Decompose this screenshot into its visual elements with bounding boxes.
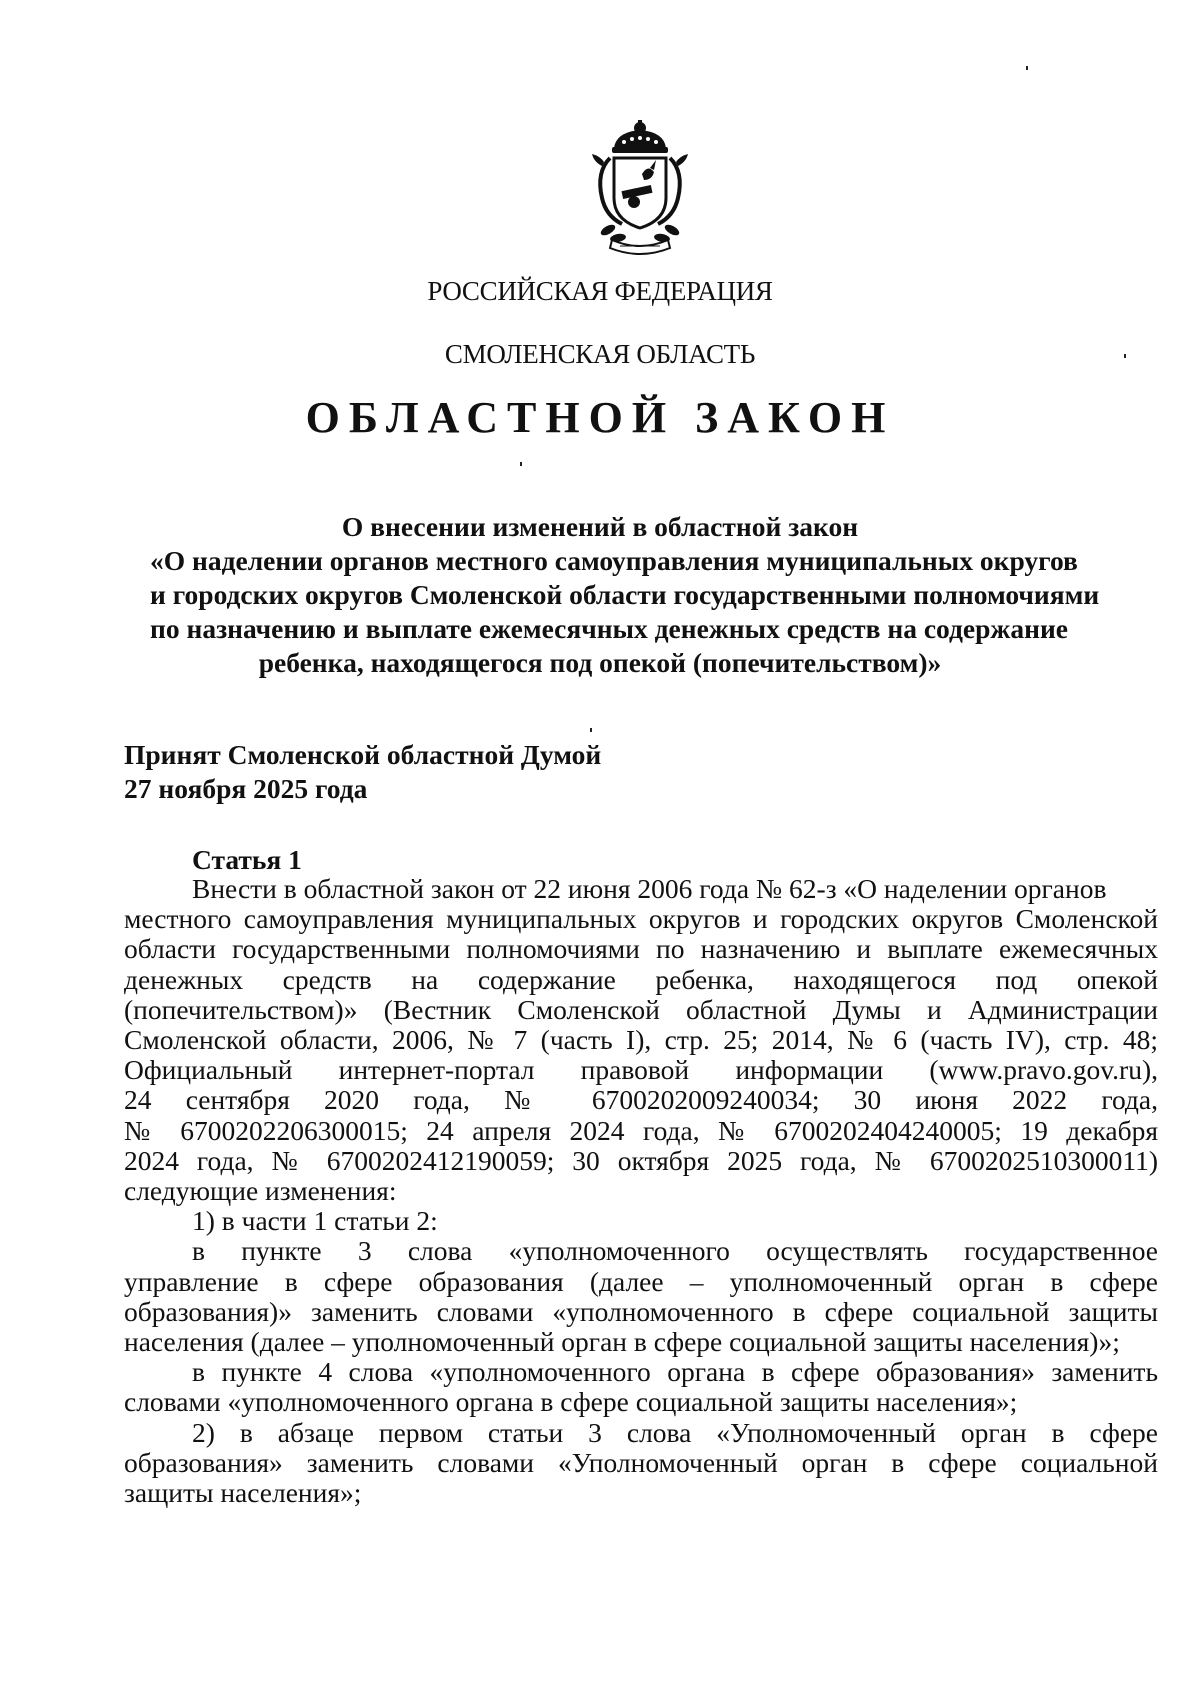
article-line: 1) в части 1 статьи 2: — [192, 1205, 438, 1237]
article-line: Официальный интернет-портал правовой информации (www.pravo.gov.ru), — [124, 1054, 1158, 1086]
country-name: РОССИЙСКАЯ ФЕДЕРАЦИЯ — [427, 276, 773, 306]
subject-line: «О наделении органов местного самоуправления муниципальных округов — [150, 545, 1078, 576]
adopted-date: 27 ноября 2025 года — [124, 773, 368, 804]
adoption-info — [124, 738, 601, 806]
article-line: Смоленской области, 2006, № 7 (часть I), стр. 25; 2014, № 6 (часть IV), стр. 48; — [124, 1024, 1158, 1056]
article-line: образования)» заменить словами «уполномоченного в сфере социальной защиты — [124, 1295, 1158, 1327]
smolensk-coat-of-arms-icon — [580, 118, 700, 258]
subject-line: и городских округов Смоленской области государственными полномочиями — [150, 579, 1100, 610]
scan-speck — [1124, 354, 1126, 358]
article-line: защиты населения»; — [124, 1477, 362, 1509]
article-line: образования» заменить словами «Уполномоченный орган в сфере социальной — [124, 1446, 1158, 1478]
subject-line: по назначению и выплате ежемесячных денежных средств на содержание — [150, 613, 1069, 644]
article-line: № 6700202206300015; 24 апреля 2024 года, № 6700202404240005; 19 декабря — [124, 1114, 1158, 1146]
article-line: словами «уполномоченного органа в сфере социальной защиты населения»; — [124, 1386, 1018, 1418]
article-line: области государственными полномочиями по назначению и выплате ежемесячных — [124, 933, 1158, 965]
article-line: местного самоуправления муниципальных округов и городских округов Смоленской — [124, 903, 1158, 935]
subject-line: ребенка, находящегося под опекой (попечительством)» — [258, 647, 942, 678]
scan-speck — [590, 728, 592, 732]
article-line: (попечительством)» (Вестник Смоленской областной Думы и Администрации — [124, 993, 1158, 1025]
article-line: 2) в абзаце первом статьи 3 слова «Уполномоченный орган в сфере — [192, 1416, 1158, 1448]
article-line: следующие изменения: — [124, 1175, 397, 1207]
scan-speck — [520, 462, 522, 466]
article-line: управление в сфере образования (далее – уполномоченный орган в сфере — [124, 1265, 1158, 1297]
article-body — [124, 874, 1158, 1508]
law-subject — [150, 510, 1100, 680]
article-line: в пункте 4 слова «уполномоченного органа в сфере образования» заменить — [192, 1356, 1158, 1388]
scan-speck — [1026, 66, 1028, 70]
article-line: населения (далее – уполномоченный орган в сфере социальной защиты населения)»; — [124, 1326, 1120, 1358]
subject-line: О внесении изменений в областной закон — [341, 511, 859, 542]
article-line: 24 сентября 2020 года, № 6700202009240034; 30 июня 2022 года, — [124, 1084, 1158, 1116]
article-line: Внести в областной закон от 22 июня 2006 года № 62-з «О наделении органов — [192, 873, 1107, 904]
article-heading: Статья 1 — [192, 844, 302, 875]
article-line: в пункте 3 слова «уполномоченного осуществлять государственное — [192, 1235, 1158, 1267]
article-line: денежных средств на содержание ребенка, находящегося под опекой — [124, 963, 1158, 995]
region-name: СМОЛЕНСКАЯ ОБЛАСТЬ — [444, 339, 756, 369]
article-line: 2024 года, № 6700202412190059; 30 октября 2025 года, № 6700202510300011) — [124, 1144, 1158, 1176]
adopted-by: Принят Смоленской областной Думой — [124, 739, 602, 770]
document-type-title: ОБЛАСТНОЙ ЗАКОН — [305, 393, 895, 442]
